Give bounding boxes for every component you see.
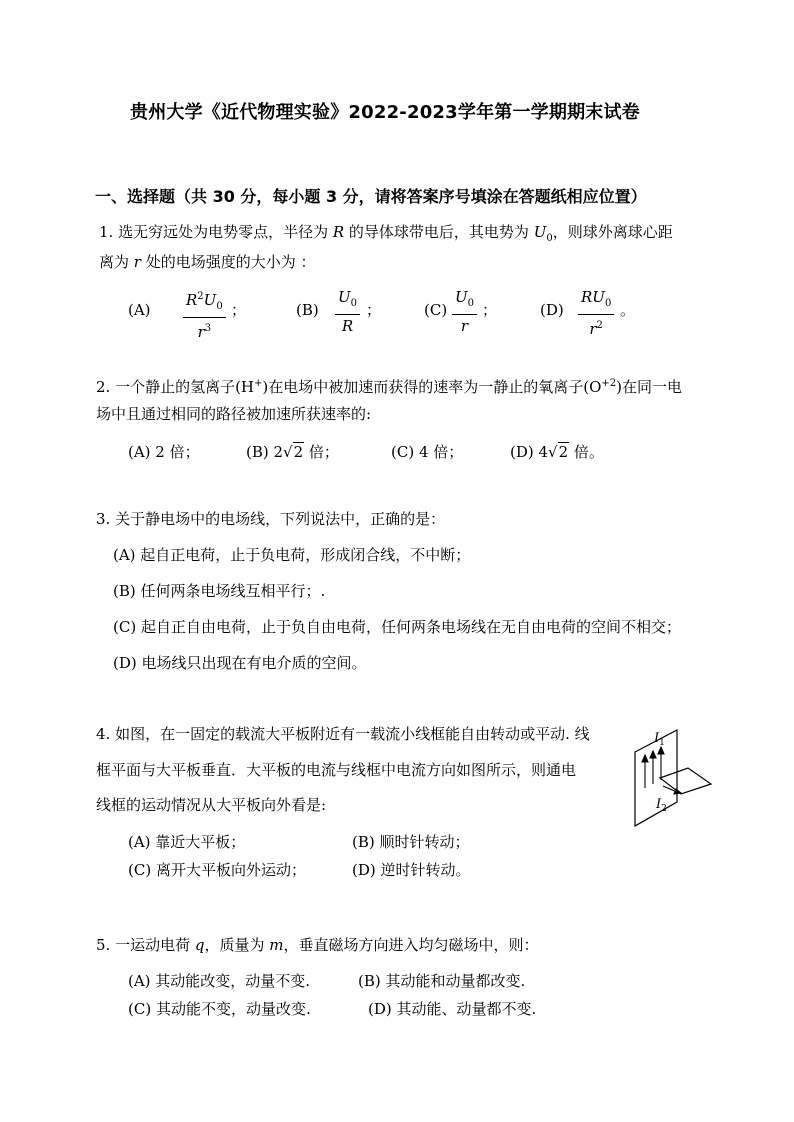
q5-stem	[96, 935, 539, 955]
q2-text-a: 2. 一个静止的氢离子(H	[96, 378, 255, 396]
q1-d-num-RU: RU	[581, 288, 605, 306]
q2-b-radicand: 2	[293, 443, 304, 461]
q4-option-c: (C) 离开大平板向外运动；	[128, 861, 306, 879]
q2-text-b: )在电场中被加速而获得的速率为一静止的氧离子(O	[262, 378, 602, 396]
q4-option-d: (D) 逆时针转动。	[352, 861, 471, 879]
sqrt-icon: √	[548, 443, 558, 461]
q1-var-r: r	[133, 253, 141, 271]
plate-current-arrows	[642, 747, 664, 788]
q1-var-U: U	[533, 223, 547, 241]
q1-option-b-sep: ；	[366, 301, 382, 319]
q1-option-b-label: (B)	[296, 301, 319, 319]
q5-text-a: 5. 一运动电荷	[96, 936, 195, 954]
q2-option-c: (C) 4 倍；	[391, 443, 464, 461]
q5-option-c: (C) 其动能不变，动量改变.	[128, 1000, 311, 1018]
q1-a-den-r: r	[197, 323, 205, 341]
q1-d-den-r: r	[589, 320, 597, 338]
q1-a-num-R: R	[186, 291, 198, 309]
q4-stem-line3: 线框的运动情况从大平板向外看是:	[96, 796, 327, 814]
q2-d-sqrt	[548, 442, 569, 462]
q5-text-c: ，垂直磁场方向进入均匀磁场中，则：	[283, 936, 539, 954]
label-i1: $I_1$	[654, 731, 665, 748]
q3-option-a: (A) 起自正电荷，止于负电荷，形成闭合线，不中断；	[113, 546, 471, 564]
label-i2: $I_2$	[656, 797, 667, 814]
q2-text-c: )在同一电	[616, 378, 683, 396]
q1-var-U-sub: 0	[546, 233, 553, 244]
q1-text-a: 1. 选无穷远处为电势零点，半径为	[99, 223, 333, 241]
q5-text-b: ，质量为	[204, 936, 270, 954]
q1-stem-line1	[99, 222, 673, 249]
q1-option-a-label: (A)	[128, 301, 151, 319]
q4-figure	[625, 722, 720, 832]
q1-var-R: R	[332, 223, 345, 241]
q1-a-num-U: U	[203, 291, 217, 309]
q3-option-b: (B) 任何两条电场线互相平行；.	[113, 582, 326, 600]
q2-o-charge: +2	[601, 378, 617, 389]
q2-option-b	[246, 442, 339, 462]
q5-var-m: m	[269, 936, 284, 954]
q3-option-c: (C) 起自正自由电荷，止于负自由电荷，任何两条电场线在无自由电荷的空间不相交；	[113, 618, 681, 636]
q1-option-c-sep: ；	[482, 301, 498, 319]
q1-stem-line2	[99, 252, 316, 272]
q1-text-e: 处的电场强度的大小为 ：	[140, 253, 316, 271]
q2-b-sqrt	[283, 442, 304, 462]
sqrt-icon: √	[283, 443, 293, 461]
q1-option-a-fraction	[183, 287, 226, 343]
q1-a-num-sup: 2	[197, 291, 204, 302]
q1-option-b-fraction	[335, 287, 360, 337]
q1-c-num-sub: 0	[467, 298, 475, 309]
q1-c-den-r: r	[460, 317, 469, 335]
q1-d-num-sub: 0	[604, 298, 612, 309]
q5-option-b: (B) 其动能和动量都改变.	[358, 972, 526, 990]
q1-text-d: 离为	[99, 253, 134, 271]
q1-a-num-sub: 0	[216, 301, 223, 312]
q3-stem: 3. 关于静电场中的电场线，下列说法中，正确的是：	[96, 510, 446, 528]
q4-stem-line2: 框平面与大平板垂直．大平板的电流与线框中电流方向如图所示，则通电	[96, 761, 577, 779]
section-heading: 一、选择题（共 30 分，每小题 3 分，请将答案序号填涂在答题纸相应位置）	[95, 187, 647, 206]
q4-option-a: (A) 靠近大平板；	[128, 833, 246, 851]
q1-c-num-U: U	[455, 288, 468, 306]
q1-b-num-U: U	[338, 288, 351, 306]
q1-d-den-sup: 2	[596, 320, 603, 331]
q2-b-pre: (B) 2	[246, 443, 284, 461]
q2-stem-line2: 场中且通过相同的路径被加速所获速率的:	[96, 405, 372, 423]
exam-title: 贵州大学《近代物理实验》2022-2023学年第一学期期末试卷	[130, 102, 640, 123]
q1-option-d-end: 。	[620, 301, 636, 319]
q2-option-d	[510, 442, 604, 462]
q4-option-b: (B) 顺时针转动；	[352, 833, 470, 851]
q1-option-d-label: (D)	[540, 301, 564, 319]
q4-stem-line1: 4. 如图，在一固定的载流大平板附近有一载流小线框能自由转动或平动. 线	[96, 725, 590, 743]
q2-stem-line1	[96, 374, 682, 397]
q1-option-c-fraction	[452, 287, 477, 337]
q1-b-num-sub: 0	[350, 298, 358, 309]
q5-option-a: (A) 其动能改变，动量不变.	[128, 972, 311, 990]
q5-option-d: (D) 其动能、动量都不变.	[368, 1000, 537, 1018]
q1-option-d-fraction	[578, 287, 614, 340]
q1-text-b: 的导体球带电后，其电势为	[344, 223, 534, 241]
q1-a-den-sup: 3	[204, 323, 212, 334]
q1-option-c-label: (C)	[424, 301, 448, 319]
q1-text-c: ，则球外离球心距	[552, 223, 673, 241]
q2-d-radicand: 2	[558, 443, 569, 461]
q1-b-den-R: R	[341, 317, 354, 335]
q3-option-d: (D) 电场线只出现在有电介质的空间。	[113, 654, 367, 672]
q2-option-a: (A) 2 倍；	[128, 443, 200, 461]
q2-h-charge: +	[254, 378, 263, 389]
q2-d-post: 倍。	[569, 443, 604, 461]
q5-var-q: q	[194, 936, 205, 954]
q2-b-post: 倍；	[304, 443, 339, 461]
q1-option-a-sep: ；	[231, 301, 247, 319]
loop-outline	[660, 768, 711, 794]
q2-d-pre: (D) 4	[510, 443, 549, 461]
